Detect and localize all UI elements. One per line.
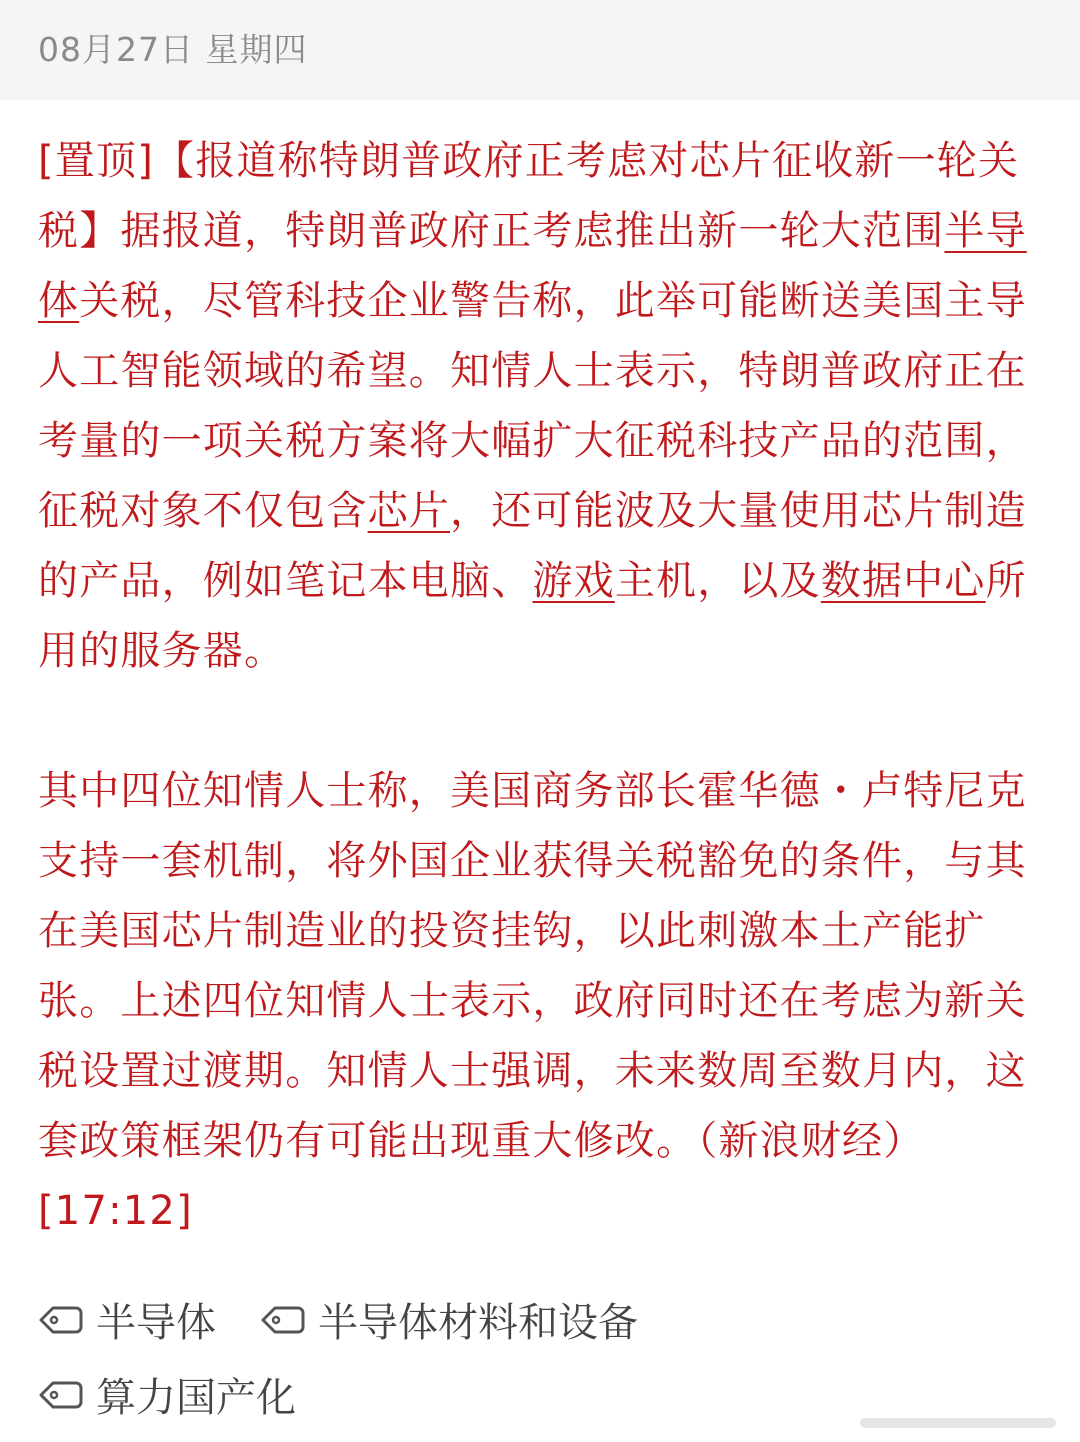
tag-computing-localization[interactable] [38,1366,296,1423]
tag-label: 半导体材料和设备 [318,1300,638,1346]
tag-icon [38,1378,84,1412]
article-text: 关税，尽管科技企业警告称，此举可能断送美国主导人工智能领域的希望。知情人士表示，特朗普政府正在考量的一项关税方案将大幅扩大征税科技产品的范围，征税对象不仅包含 [38,278,1027,534]
tag-semiconductor-materials[interactable] [260,1291,638,1348]
home-indicator[interactable] [860,1418,1056,1428]
link-data-center[interactable]: 数据中心 [820,558,986,604]
article-paragraph-2: 其中四位知情人士称，美国商务部长霍华德・卢特尼克支持一套机制，将外国企业获得关税豁免的条件，与其在美国芯片制造业的投资挂钩，以此刺激本土产能扩张。上述四位知情人士表示，政府同时还在考虑为新关税设置过渡期。知情人士强调，未来数周至数月内，这套政策框架仍有可能出现重大修改。（新浪财经）[17:12] [38,768,1027,1234]
link-chip[interactable]: 芯片 [367,488,451,534]
date-label: 08月27日 星期四 [38,29,308,69]
tag-icon [260,1303,306,1337]
tag-label: 算力国产化 [96,1375,296,1421]
article-text: ，还可能波及大量使用芯片制造的产品，例如笔记本电脑、 [38,488,1027,604]
news-article [38,126,1044,1246]
tag-row [38,1282,1044,1357]
tag-icon [38,1303,84,1337]
link-semiconductor[interactable]: 半导体 [38,208,1027,324]
article-text: 所用的服务器。 [38,558,1027,674]
article-text: [置顶]【报道称特朗普政府正考虑对芯片征收新一轮关税】据报道，特朗普政府正考虑推出新一轮大范围 [38,138,1020,254]
link-gaming[interactable]: 游戏 [532,558,615,604]
article-text: 主机，以及 [614,558,821,604]
article-paragraph-1 [38,126,1044,686]
tag-label: 半导体 [96,1300,216,1346]
tag-list [38,1282,1044,1432]
tag-semiconductor[interactable] [38,1291,216,1348]
date-header [0,0,1080,100]
